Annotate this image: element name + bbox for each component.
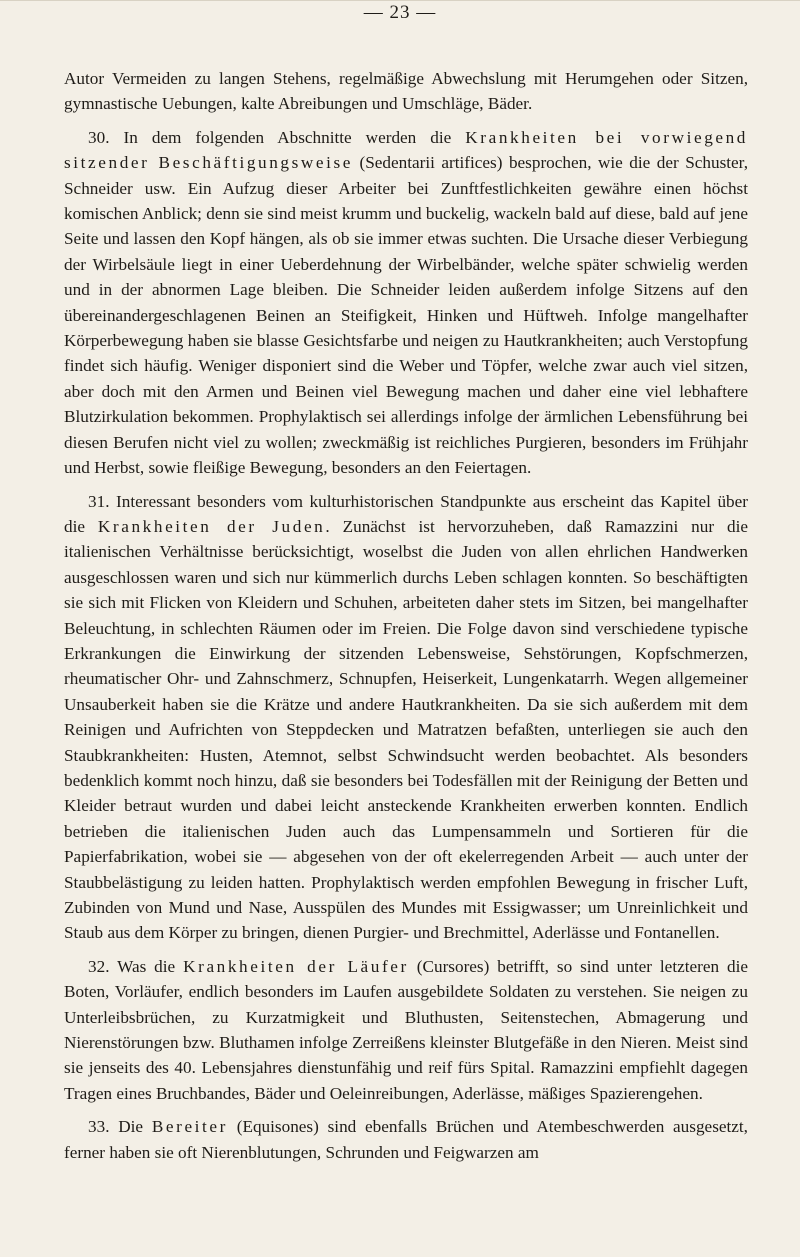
paragraph-text: (Sedentarii artifices) besprochen, wie die der Schuster, Schneider usw. Ein Aufzug dieser Arbeiter bei Zunftfestlichkeiten gewähre einen höchst komischen Anblick; denn sie sind meist krumm und buckelig, wackeln bald auf diese, bald auf jene Seite und lassen den Kopf hängen, als ob sie immer etwas suchten. Die Ursache dieser Verbiegung der Wirbelsäule liegt in einer Ueberdehnung der Wirbelbänder, welche später schwielig werden und in der abnormen Lage bleiben. Die Schneider leiden außerdem infolge Sitzens auf den übereinandergeschlagenen Beinen an Steifigkeit, Hinken und Hüftweh. Infolge mangelhafter Körperbewegung haben sie blasse Gesichtsfarbe und neigen zu Hautkrankheiten; auch Verstopfung findet sich häufig. Weniger disponiert sind die Weber und Töpfer, welche zwar auch viel sitzen, aber doch mit den Armen und Beinen viel Bewegung machen und daher eine viel lebhaftere Blutzirkulation bekommen. Prophylaktisch sei allerdings infolge der ärmlichen Lebensführung bei diesen Berufen nicht viel zu wollen; zweckmäßig ist reichliches Purgieren, besonders im Frühjahr und Herbst, sowie fleißige Bewegung, besonders an den Feiertagen. <box>64 153 748 478</box>
paragraph-32-runners <box>64 954 748 1106</box>
paragraph-30-sitting-occupations <box>64 125 748 481</box>
paragraph-text: 31. Interessant besonders vom kulturhistorischen Standpunkte aus erscheint das Kapitel über die <box>64 491 748 536</box>
section-heading-emphasis: Bereiter <box>151 1117 228 1137</box>
paragraph-text: 30. In dem folgenden Abschnitte werden die <box>88 127 466 147</box>
section-heading-emphasis: Krankheiten bei vorwiegend sitzender Beschäftigungsweise <box>64 127 748 173</box>
section-heading-emphasis: Krankheiten der Juden <box>97 516 326 536</box>
scan-top-edge <box>0 0 800 1</box>
paragraph-text: 33. Die <box>88 1117 152 1137</box>
page-number: — 23 — <box>363 2 437 23</box>
paragraph-text: Autor Vermeiden zu langen Stehens, regelmäßige Abwechslung mit Herumgehen oder Sitzen, gymnastische Uebungen, kalte Abreibungen und Umschläge, Bäder. <box>64 69 748 114</box>
paragraph-text: . Zunächst ist hervorzuheben, daß Ramazzini nur die italienischen Verhältnisse berücksichtigt, woselbst die Juden von allen ehrlichen Handwerken ausgeschlossen waren und sich nur kümmerlich durchs Leben schlagen konnten. So beschäftigten sie sich mit Flicken von Kleidern und Schuhen, arbeiteten daher stets im Sitzen, bei mangelhafter Beleuchtung, in schlechten Räumen oder im Freien. Die Folge davon sind verschiedene typische Erkrankungen die Einwirkung der sitzenden Lebensweise, Sehstörungen, Kopfschmerzen, rheumatischer Ohr- und Zahnschmerz, Schnupfen, Heiserkeit, Lungenkatarrh. Wegen allgemeiner Unsauberkeit haben sie die Krätze und andere Hautkrankheiten. Da sie sich außerdem mit dem Reinigen und Aufrichten von Steppdecken und Matratzen befaßten, unterliegen sie auch den Staubkrankheiten: Husten, Atemnot, selbst Schwindsucht werden beobachtet. Als besonders bedenklich kommt noch hinzu, daß sie besonders bei Todesfällen mit der Reinigung der Betten und Kleider betraut wurden und dabei leicht ansteckende Krankheiten erwerben konnten. Endlich betrieben die italienischen Juden auch das Lumpensammeln und Sortieren für die Papierfabrikation, wobei sie — abgesehen von der oft ekelerregenden Arbeit — auch unter der Staubbelästigung zu leiden hatten. Prophylaktisch werden empfohlen Bewegung in frischer Luft, Zubinden von Mund und Nase, Ausspülen des Mundes mit Essigwasser; um Unreinlichkeit und Staub aus dem Körper zu bringen, dienen Purgier- und Brechmittel, Aderlässe und Fontanellen. <box>64 516 749 943</box>
section-heading-emphasis: Krankheiten der Läufer <box>183 956 409 976</box>
paragraph-33-riders <box>64 1114 748 1165</box>
paragraph-text: (Cursores) betrifft, so sind unter letzteren die Boten, Vorläufer, endlich besonders im Laufen ausgebildete Soldaten zu verstehen. Sie neigen zu Unterleibsbrüchen, zu Kurzatmigkeit und Bluthusten, Seitenstechen, Abmagerung und Nierenstörungen bzw. Bluthamen infolge Zerreißens kleinster Blutgefäße in den Nieren. Meist sind sie jenseits des 40. Lebensjahres dienstunfähig und reif fürs Spital. Ramazzini empfiehlt dagegen Tragen eines Bruchbandes, Bäder und Oeleinreibungen, Aderlässe, mäßiges Spazierengehen. <box>64 956 748 1103</box>
paragraph-text: (Equisones) sind ebenfalls Brüchen und Atembeschwerden ausgesetzt, ferner haben sie oft Nierenblutungen, Schrunden und Feigwarzen am <box>64 1117 748 1162</box>
paragraph-31-jewish-diseases <box>64 489 748 946</box>
paragraph-text: 32. Was die <box>88 956 184 976</box>
paragraph-intro-continuation <box>64 66 748 117</box>
